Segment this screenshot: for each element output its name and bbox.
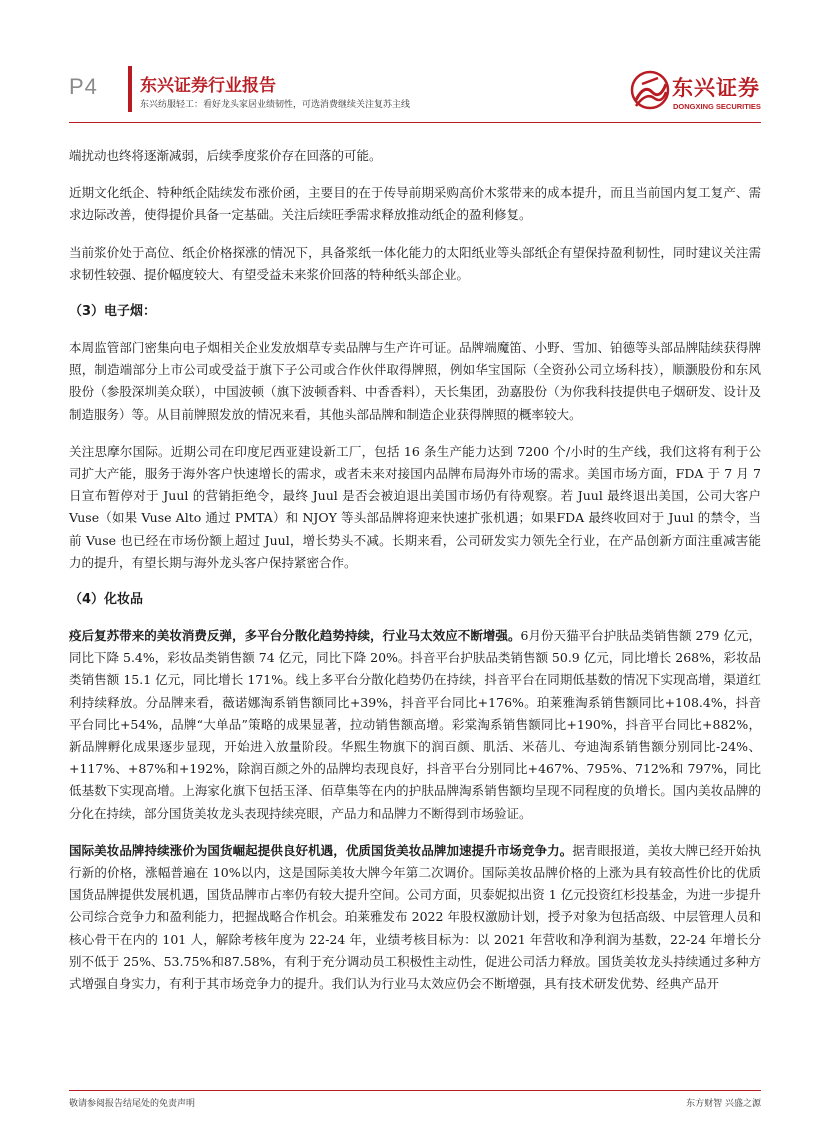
footer-rule (69, 1090, 761, 1091)
report-title: 东兴证券行业报告 (140, 76, 276, 96)
section-heading-cosmetics: （4）化妆品 (69, 592, 144, 608)
page-header (0, 0, 827, 125)
section-heading-e-cigarette: （3）电子烟： (69, 304, 157, 320)
paragraph-text: 6月份天猫平台护肤品类销售额 279 亿元，同比下降 5.4%，彩妆品类销售额 74 亿元，同比下降 20%。抖音平台护肤品类销售额 50.9 亿元，同比增长 268%，彩妆品类销售额 15.1 亿元，同比增长 171%。线上多平台分散化趋势仍在持续，抖音平台在同期低基数的情况下实现高增，渠道红利持续释放。分品牌来看，薇诺娜淘系销售额同比+39%，抖音平台同比+176%。珀莱雅淘系销售额同比+108.4%，抖音平台同比+54%，品牌“大单品”策略的成果显著，拉动销售额高增。彩棠淘系销售额同比+190%，抖音平台同比+882%，新品牌孵化成果逐步显现，开始进入放量阶段。华熙生物旗下的润百颜、肌活、米蓓儿、夸迪淘系销售额分别同比-24%、+117%、+87%和+192%，除润百颜之外的品牌均表现良好，抖音平台分别同比+467%、795%、712%和 797%，同比低基数下实现高增。上海家化旗下包括玉泽、佰草集等在内的护肤品牌淘系销售额均呈现不同程度的负增长。国内美妆品牌的分化在持续，部分国货美妆龙头表现持续亮眼，产品力和品牌力不断得到市场验证。 (69, 628, 761, 821)
paragraph: 本周监管部门密集向电子烟相关企业发放烟草专卖品牌与生产许可证。品牌端魔笛、小野、雪加、铂德等头部品牌陆续获得牌照，制造端部分上市公司或受益于旗下子公司或合作伙伴取得牌照，例如华宝国际（全资孙公司立场科技），顺灏股份和东风股份（参股深圳美众联），中国波顿（旗下波顿香料、中香香料），天长集团，劲嘉股份（为你我科技提供电子烟研发、设计及制造服务）等。从目前牌照发放的情况来看，其他头部品牌和制造企业获得牌照的概率较大。 (69, 340, 761, 422)
report-body (69, 145, 761, 1010)
company-logo (630, 70, 765, 118)
report-subtitle: 东兴纺服轻工：看好龙头家居业绩韧性，可选消费继续关注复苏主线 (140, 100, 411, 110)
paragraph-lead: 国际美妆品牌持续涨价为国货崛起提供良好机遇，优质国货美妆品牌加速提升市场竞争力。 (69, 842, 573, 858)
paragraph (69, 840, 761, 995)
paragraph: 当前浆价处于高位、纸企价格探涨的情况下，具备浆纸一体化能力的太阳纸业等头部纸企有望保持盈利韧性，同时建议关注需求韧性较强、提价幅度较大、有望受益未来浆价回落的特种纸头部企业。 (69, 244, 761, 282)
paragraph: 端扰动也终将逐渐减弱，后续季度浆价存在回落的可能。 (69, 148, 382, 163)
footer-disclaimer: 敬请参阅报告结尾处的免责声明 (69, 1099, 196, 1109)
header-rule (69, 122, 761, 123)
footer-slogan: 东方财智 兴盛之源 (686, 1099, 761, 1109)
logo-mark-icon (630, 70, 670, 114)
paragraph-lead: 疫后复苏带来的美妆消费反弹，多平台分散化趋势持续，行业马太效应不断增强。 (69, 628, 521, 644)
header-divider-bar (128, 66, 132, 112)
paragraph: 近期文化纸企、特种纸企陆续发布涨价函，主要目的在于传导前期采购高价木浆带来的成本提升，而且当前国内复工复产、需求边际改善，使得提价具备一定基础。关注后续旺季需求释放推动纸企的盈利修复。 (69, 185, 761, 223)
paragraph: 关注思摩尔国际。近期公司在印度尼西亚建设新工厂，包括 16 条生产能力达到 7200 个/小时的生产线，我们这将有利于公司扩大产能，服务于海外客户快速增长的需求，或者未来对接国内品牌布局海外市场的需求。美国市场方面，FDA 于 7 月 7 日宣布暂停对于 Juul 的营销拒绝令，最终 Juul 是否会被迫退出美国市场仍有待观察。若 Juul 最终退出美国，公司大客户 Vuse（如果 Vuse Alto 通过 PMTA）和 NJOY 等头部品牌将迎来快速扩张机遇；如果FDA 最终收回对于 Juul 的禁令，当前 Vuse 也已经在市场份额上超过 Juul，增长势头不减。长期来看，公司研发实力领先全行业，在产品创新方面注重减害能力的提升，有望长期与海外龙头客户保持紧密合作。 (69, 443, 761, 570)
page-number: P4 (69, 74, 98, 99)
logo-text-cn: 东兴证券 (672, 76, 760, 100)
logo-text-en: DONGXING SECURITIES (673, 102, 761, 111)
paragraph (69, 625, 761, 825)
paragraph-text: 据青眼报道，美妆大牌已经开始执行新的价格，涨幅普遍在 10%以内，这是国际美妆大牌今年第二次调价。国际美妆品牌价格的上涨为具有较高性价比的优质国货品牌提供发展机遇，国货品牌市占率仍有较大提升空间。公司方面，贝泰妮拟出资 1 亿元投资红杉投基金，为进一步提升公司综合竞争力和盈利能力，把握战略合作机会。珀莱雅发布 2022 年股权激励计划，授予对象为包括高级、中层管理人员和核心骨干在内的 101 人，解除考核年度为 22-24 年，业绩考核目标为：以 2021 年营收和净利润为基数，22-24 年增长分别不低于 25%、53.75%和87.58%，有利于充分调动员工积极性主动性，促进公司活力释放。国货美妆龙头持续通过多种方式增强自身实力，有利于其市场竞争力的提升。我们认为行业马太效应仍会不断增强，具有技术研发优势、经典产品开 (69, 842, 761, 992)
